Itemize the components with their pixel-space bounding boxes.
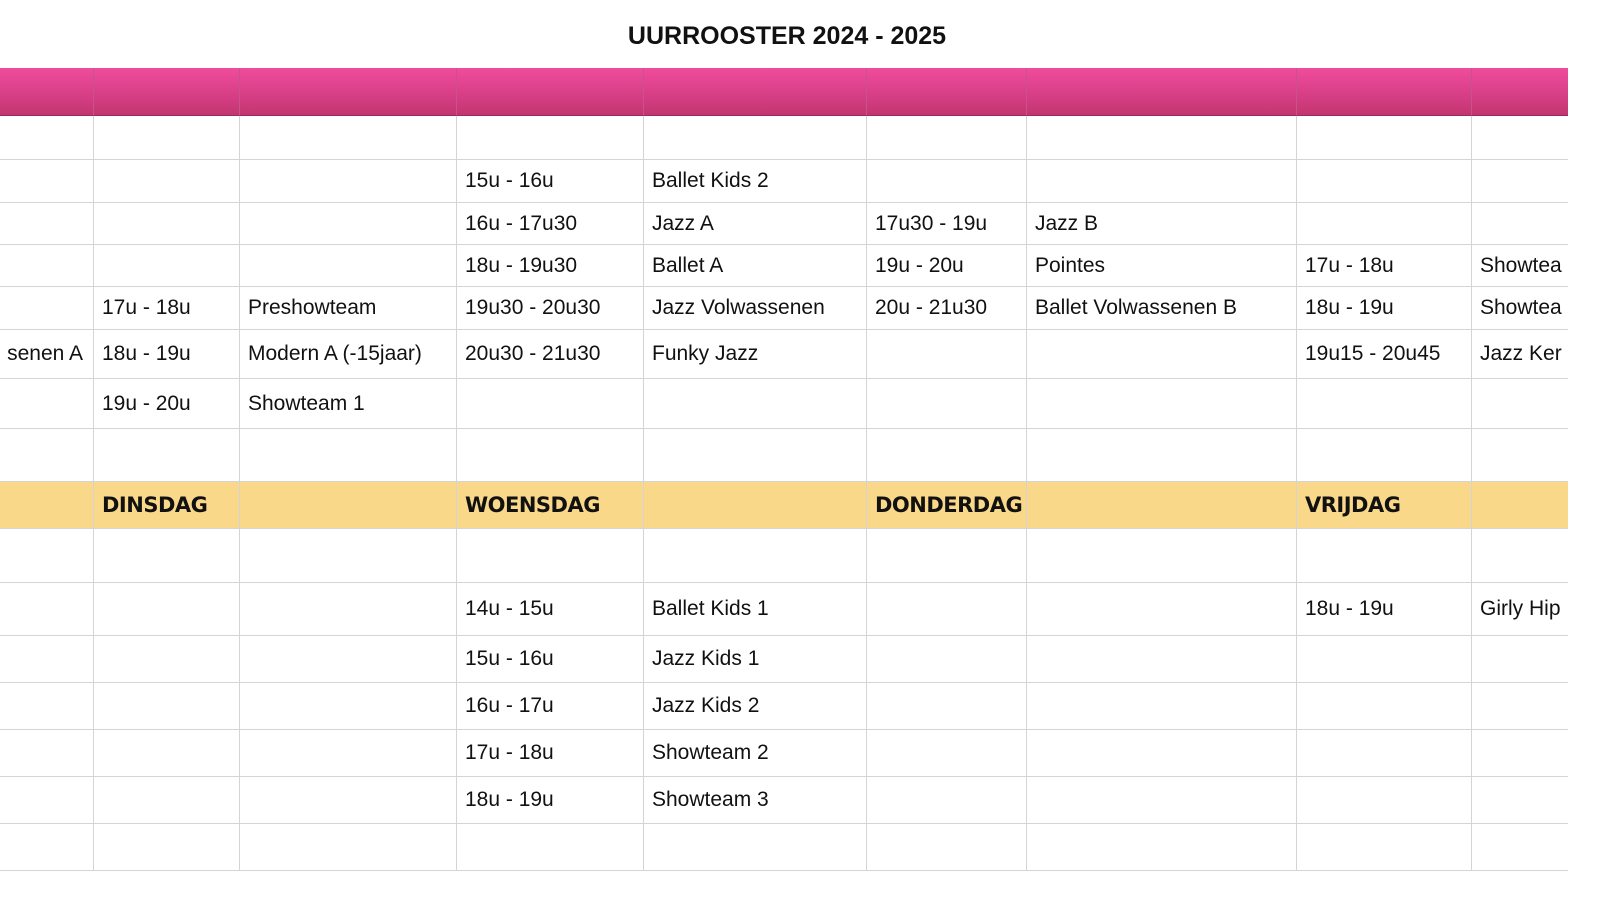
day-band-cell[interactable] [1027,482,1297,529]
grid-cell[interactable] [1472,636,1568,683]
grid-cell[interactable] [94,683,240,730]
grid-cell[interactable] [1472,116,1568,160]
page-title: UURROOSTER 2024 - 2025 [627,22,947,50]
class-name-cell[interactable]: Jazz Ker [1472,330,1568,379]
day-band-cell[interactable] [1472,482,1568,529]
grid-cell[interactable] [94,116,240,160]
time-slot-cell[interactable]: 16u - 17u [457,683,644,730]
grid-cell[interactable] [240,777,457,824]
grid-cell[interactable] [0,116,94,160]
grid-cell[interactable] [457,116,644,160]
class-name-cell[interactable]: Jazz Volwassenen [644,287,867,330]
time-slot-cell[interactable]: 20u - 21u30 [867,287,1027,330]
grid-cell[interactable] [1027,429,1297,482]
day-band-cell[interactable] [0,482,94,529]
class-name-cell[interactable]: Preshowteam [240,287,457,330]
grid-cell[interactable] [240,160,457,203]
schedule-grid [0,68,1568,871]
grid-cell[interactable] [94,730,240,777]
header-band-cell[interactable] [644,68,867,116]
header-band-cell[interactable] [240,68,457,116]
time-slot-cell[interactable]: 18u - 19u [1297,287,1472,330]
grid-cell[interactable] [240,116,457,160]
grid-cell[interactable] [94,203,240,245]
grid-cell[interactable] [867,330,1027,379]
class-name-cell[interactable]: Girly Hip [1472,583,1568,636]
grid-cell[interactable] [644,429,867,482]
class-name-cell[interactable]: Ballet Kids 2 [644,160,867,203]
grid-cell[interactable] [1027,730,1297,777]
class-name-cell[interactable]: Pointes [1027,245,1297,287]
grid-cell[interactable] [867,683,1027,730]
class-name-cell[interactable]: Jazz Kids 1 [644,636,867,683]
time-slot-cell[interactable]: 19u - 20u [94,379,240,429]
grid-cell[interactable] [867,777,1027,824]
grid-cell[interactable] [1297,429,1472,482]
header-band-cell[interactable] [867,68,1027,116]
class-name-cell[interactable]: senen A [0,330,94,379]
grid-cell[interactable] [0,824,94,871]
grid-cell[interactable] [867,116,1027,160]
day-band-cell[interactable] [644,482,867,529]
time-slot-cell[interactable]: 18u - 19u [94,330,240,379]
grid-cell[interactable] [94,160,240,203]
grid-cell[interactable] [240,583,457,636]
grid-cell[interactable] [0,379,94,429]
day-header[interactable]: VRIJDAG [1297,482,1472,529]
class-name-cell[interactable]: Ballet Volwassenen B [1027,287,1297,330]
class-name-cell[interactable]: Modern A (-15jaar) [240,330,457,379]
grid-cell[interactable] [1297,777,1472,824]
class-name-cell[interactable]: Jazz A [644,203,867,245]
header-band-cell[interactable] [94,68,240,116]
day-band-cell[interactable] [240,482,457,529]
class-name-cell[interactable]: Showteam 2 [644,730,867,777]
grid-cell[interactable] [0,529,94,583]
grid-cell[interactable] [1027,636,1297,683]
grid-cell[interactable] [1472,824,1568,871]
class-name-cell[interactable]: Jazz B [1027,203,1297,245]
grid-cell[interactable] [240,429,457,482]
grid-cell[interactable] [240,529,457,583]
grid-cell[interactable] [1472,379,1568,429]
time-slot-cell[interactable]: 17u - 18u [457,730,644,777]
class-name-cell[interactable]: Jazz Kids 2 [644,683,867,730]
header-band-cell[interactable] [457,68,644,116]
grid-cell[interactable] [1472,730,1568,777]
grid-cell[interactable] [644,824,867,871]
day-header[interactable]: DONDERDAG [867,482,1027,529]
grid-cell[interactable] [1297,203,1472,245]
day-header[interactable]: DINSDAG [94,482,240,529]
grid-cell[interactable] [867,824,1027,871]
grid-cell[interactable] [1297,730,1472,777]
grid-cell[interactable] [867,583,1027,636]
grid-cell[interactable] [867,730,1027,777]
header-band-cell[interactable] [1297,68,1472,116]
grid-cell[interactable] [1027,683,1297,730]
grid-cell[interactable] [1027,529,1297,583]
grid-cell[interactable] [0,777,94,824]
grid-cell[interactable] [644,116,867,160]
grid-cell[interactable] [457,429,644,482]
grid-cell[interactable] [457,529,644,583]
time-slot-cell[interactable]: 14u - 15u [457,583,644,636]
grid-cell[interactable] [94,245,240,287]
grid-cell[interactable] [0,683,94,730]
time-slot-cell[interactable]: 17u - 18u [1297,245,1472,287]
grid-cell[interactable] [240,203,457,245]
time-slot-cell[interactable]: 17u - 18u [94,287,240,330]
grid-cell[interactable] [0,203,94,245]
grid-cell[interactable] [867,429,1027,482]
grid-cell[interactable] [0,287,94,330]
grid-cell[interactable] [240,245,457,287]
class-name-cell[interactable]: Showteam 1 [240,379,457,429]
day-header[interactable]: WOENSDAG [457,482,644,529]
time-slot-cell[interactable]: 20u30 - 21u30 [457,330,644,379]
grid-cell[interactable] [240,683,457,730]
grid-cell[interactable] [94,777,240,824]
grid-cell[interactable] [1027,379,1297,429]
grid-cell[interactable] [867,529,1027,583]
grid-cell[interactable] [1472,777,1568,824]
grid-cell[interactable] [240,730,457,777]
class-name-cell[interactable]: Showtea [1472,245,1568,287]
grid-cell[interactable] [0,429,94,482]
grid-cell[interactable] [94,636,240,683]
time-slot-cell[interactable]: 19u15 - 20u45 [1297,330,1472,379]
grid-cell[interactable] [1027,824,1297,871]
time-slot-cell[interactable]: 16u - 17u30 [457,203,644,245]
grid-cell[interactable] [0,583,94,636]
grid-cell[interactable] [240,824,457,871]
time-slot-cell[interactable]: 19u30 - 20u30 [457,287,644,330]
grid-cell[interactable] [1297,529,1472,583]
grid-cell[interactable] [94,824,240,871]
time-slot-cell[interactable]: 15u - 16u [457,160,644,203]
header-band-cell[interactable] [0,68,94,116]
grid-cell[interactable] [1027,330,1297,379]
class-name-cell[interactable]: Showtea [1472,287,1568,330]
grid-cell[interactable] [644,379,867,429]
grid-cell[interactable] [457,379,644,429]
grid-cell[interactable] [1297,379,1472,429]
grid-cell[interactable] [867,636,1027,683]
header-band-cell[interactable] [1027,68,1297,116]
grid-cell[interactable] [0,636,94,683]
grid-cell[interactable] [94,583,240,636]
grid-cell[interactable] [1027,116,1297,160]
grid-cell[interactable] [1472,203,1568,245]
grid-cell[interactable] [867,160,1027,203]
grid-cell[interactable] [1027,160,1297,203]
class-name-cell[interactable]: Ballet Kids 1 [644,583,867,636]
grid-cell[interactable] [457,824,644,871]
grid-cell[interactable] [1472,429,1568,482]
time-slot-cell[interactable]: 18u - 19u [1297,583,1472,636]
grid-cell[interactable] [644,529,867,583]
time-slot-cell[interactable]: 17u30 - 19u [867,203,1027,245]
grid-cell[interactable] [94,429,240,482]
grid-cell[interactable] [1297,160,1472,203]
header-band-cell[interactable] [1472,68,1568,116]
grid-cell[interactable] [94,529,240,583]
grid-cell[interactable] [1027,777,1297,824]
class-name-cell[interactable]: Funky Jazz [644,330,867,379]
time-slot-cell[interactable]: 19u - 20u [867,245,1027,287]
class-name-cell[interactable]: Showteam 3 [644,777,867,824]
grid-cell[interactable] [1472,683,1568,730]
grid-cell[interactable] [1297,683,1472,730]
grid-cell[interactable] [1297,824,1472,871]
grid-cell[interactable] [1297,636,1472,683]
grid-cell[interactable] [1297,116,1472,160]
grid-cell[interactable] [867,379,1027,429]
grid-cell[interactable] [1027,583,1297,636]
time-slot-cell[interactable]: 18u - 19u30 [457,245,644,287]
time-slot-cell[interactable]: 15u - 16u [457,636,644,683]
time-slot-cell[interactable]: 18u - 19u [457,777,644,824]
grid-cell[interactable] [0,160,94,203]
class-name-cell[interactable]: Ballet A [644,245,867,287]
grid-cell[interactable] [1472,160,1568,203]
grid-cell[interactable] [1472,529,1568,583]
grid-cell[interactable] [240,636,457,683]
grid-cell[interactable] [0,730,94,777]
grid-cell[interactable] [0,245,94,287]
